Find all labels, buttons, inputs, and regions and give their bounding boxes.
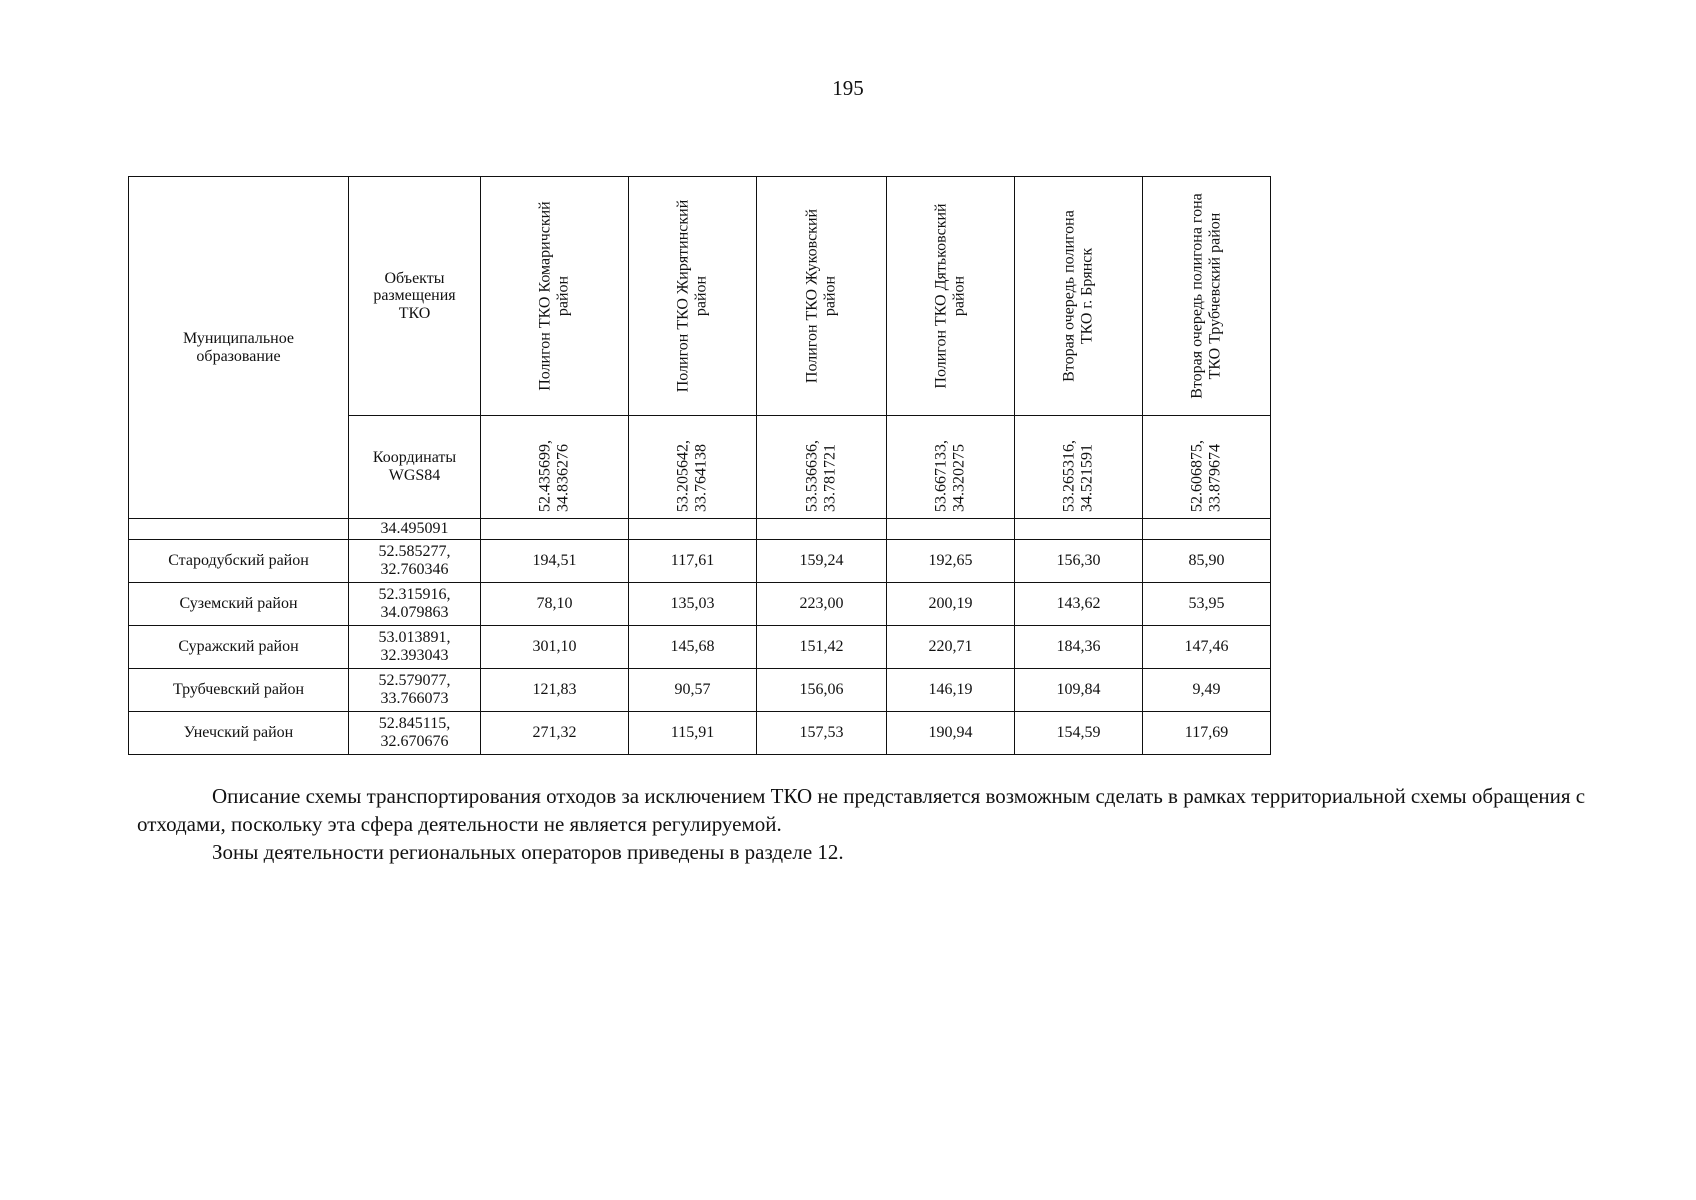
table-row [129,540,1271,583]
row-municipality: Унечский район [129,712,349,755]
row-coords: 53.013891, 32.393043 [349,626,481,669]
column-coords-2: 53.536636, 33.781721 [757,416,887,519]
row-value: 146,19 [887,669,1015,712]
column-header-1: Полигон ТКО Жирятинский район [629,177,757,416]
row-municipality: Трубчевский район [129,669,349,712]
page-number: 195 [832,76,864,100]
row-value: 109,84 [1015,669,1143,712]
continuation-coord: 34.495091 [349,519,481,540]
row-value: 184,36 [1015,626,1143,669]
coords-header: Координаты WGS84 [349,416,481,519]
row-value: 157,53 [757,712,887,755]
table-row [129,626,1271,669]
row-value: 271,32 [481,712,629,755]
objects-header: Объекты размещения ТКО [349,177,481,416]
column-header-0: Полигон ТКО Комаричский район [481,177,629,416]
row-value: 90,57 [629,669,757,712]
row-value: 147,46 [1143,626,1271,669]
row-value: 156,06 [757,669,887,712]
row-value: 151,42 [757,626,887,669]
column-coords-3: 53.667133, 34.320275 [887,416,1015,519]
row-value: 117,61 [629,540,757,583]
column-header-5: Вторая очередь полигона гона ТКО Трубчевский район [1143,177,1271,416]
continuation-empty [129,519,349,540]
row-coords: 52.579077, 33.766073 [349,669,481,712]
row-value: 85,90 [1143,540,1271,583]
row-value: 154,59 [1015,712,1143,755]
column-header-3: Полигон ТКО Дятьковский район [887,177,1015,416]
row-value: 145,68 [629,626,757,669]
row-value: 121,83 [481,669,629,712]
row-value: 143,62 [1015,583,1143,626]
row-municipality: Суземский район [129,583,349,626]
continuation-row [129,519,1271,540]
row-value: 115,91 [629,712,757,755]
row-municipality: Стародубский район [129,540,349,583]
row-value: 53,95 [1143,583,1271,626]
header-row-objects [129,177,1271,416]
row-value: 194,51 [481,540,629,583]
row-value: 190,94 [887,712,1015,755]
row-coords: 52.845115, 32.670676 [349,712,481,755]
row-value: 9,49 [1143,669,1271,712]
row-value: 159,24 [757,540,887,583]
distance-table [128,176,1271,755]
row-value: 200,19 [887,583,1015,626]
table-row [129,712,1271,755]
table-row [129,583,1271,626]
row-value: 156,30 [1015,540,1143,583]
row-value: 135,03 [629,583,757,626]
row-value: 78,10 [481,583,629,626]
row-value: 117,69 [1143,712,1271,755]
row-coords: 52.585277, 32.760346 [349,540,481,583]
row-value: 192,65 [887,540,1015,583]
municipality-header: Муниципальное образование [129,177,349,519]
row-value: 301,10 [481,626,629,669]
paragraph-transport-description: Описание схемы транспортирования отходов за исключением ТКО не представляется возможным сделать в рамках территориальной схемы обращения с отходами, поскольку эта сфера деятельности не является регулируемой. [137,784,1586,836]
column-coords-1: 53.205642, 33.764138 [629,416,757,519]
column-header-2: Полигон ТКО Жуковский район [757,177,887,416]
row-coords: 52.315916, 34.079863 [349,583,481,626]
paragraph-operator-zones: Зоны деятельности региональных операторов приведены в разделе 12. [212,840,844,864]
row-municipality: Суражский район [129,626,349,669]
column-coords-5: 52.606875, 33.879674 [1143,416,1271,519]
table-row [129,669,1271,712]
row-value: 223,00 [757,583,887,626]
column-coords-4: 53.265316, 34.521591 [1015,416,1143,519]
column-header-4: Вторая очередь полигона ТКО г. Брянск [1015,177,1143,416]
column-coords-0: 52.435699, 34.836276 [481,416,629,519]
row-value: 220,71 [887,626,1015,669]
